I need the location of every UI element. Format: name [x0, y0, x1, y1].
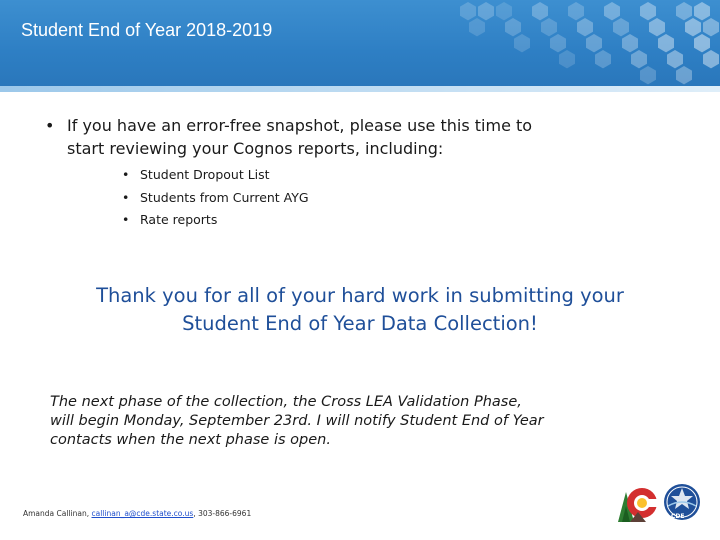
main-bullet-line-1: If you have an error-free snapshot, please use this time to: [67, 116, 533, 135]
colorado-logo-icon: [612, 482, 662, 524]
next-phase-line-2: will begin Monday, September 23rd. I will notify Student End of Year: [50, 413, 544, 429]
thank-you-line-2: Student End of Year Data Collection!: [182, 312, 538, 335]
hexagon-pattern-decoration: [420, 0, 720, 86]
bullet-icon: •: [122, 167, 130, 182]
main-bullet-line-2: start reviewing your Cognos reports, including:: [67, 139, 444, 158]
cde-logo-label: CDE: [671, 513, 685, 520]
list-item: [122, 164, 522, 187]
list-item: [122, 187, 522, 210]
thank-you-line-1: Thank you for all of your hard work in submitting your: [96, 284, 624, 307]
bullet-icon: •: [122, 212, 130, 227]
main-bullet: [45, 114, 665, 160]
contact-footer: [23, 509, 251, 518]
title-bar-stripe: [0, 86, 720, 92]
next-phase-note: [50, 393, 650, 450]
slide-title: Student End of Year 2018-2019: [21, 20, 273, 40]
contact-name: Amanda Callinan,: [23, 509, 90, 518]
sub-bullet-text: Student Dropout List: [140, 167, 270, 182]
thank-you-message: [40, 282, 680, 338]
contact-phone: , 303-866-6961: [193, 509, 252, 518]
list-item: [122, 209, 522, 232]
bullet-icon: •: [45, 116, 55, 135]
bullet-icon: •: [122, 189, 130, 205]
sub-bullet-text: Rate reports: [140, 212, 218, 227]
title-bar: [0, 0, 720, 86]
next-phase-line-3: contacts when the next phase is open.: [50, 432, 331, 448]
next-phase-line-1: The next phase of the collection, the Cross LEA Validation Phase,: [50, 394, 522, 410]
sub-bullet-list: [122, 164, 522, 232]
sub-bullet-text: Students from Current AYG: [140, 189, 309, 205]
contact-email-link[interactable]: callinan_a@cde.state.co.us: [91, 509, 194, 518]
